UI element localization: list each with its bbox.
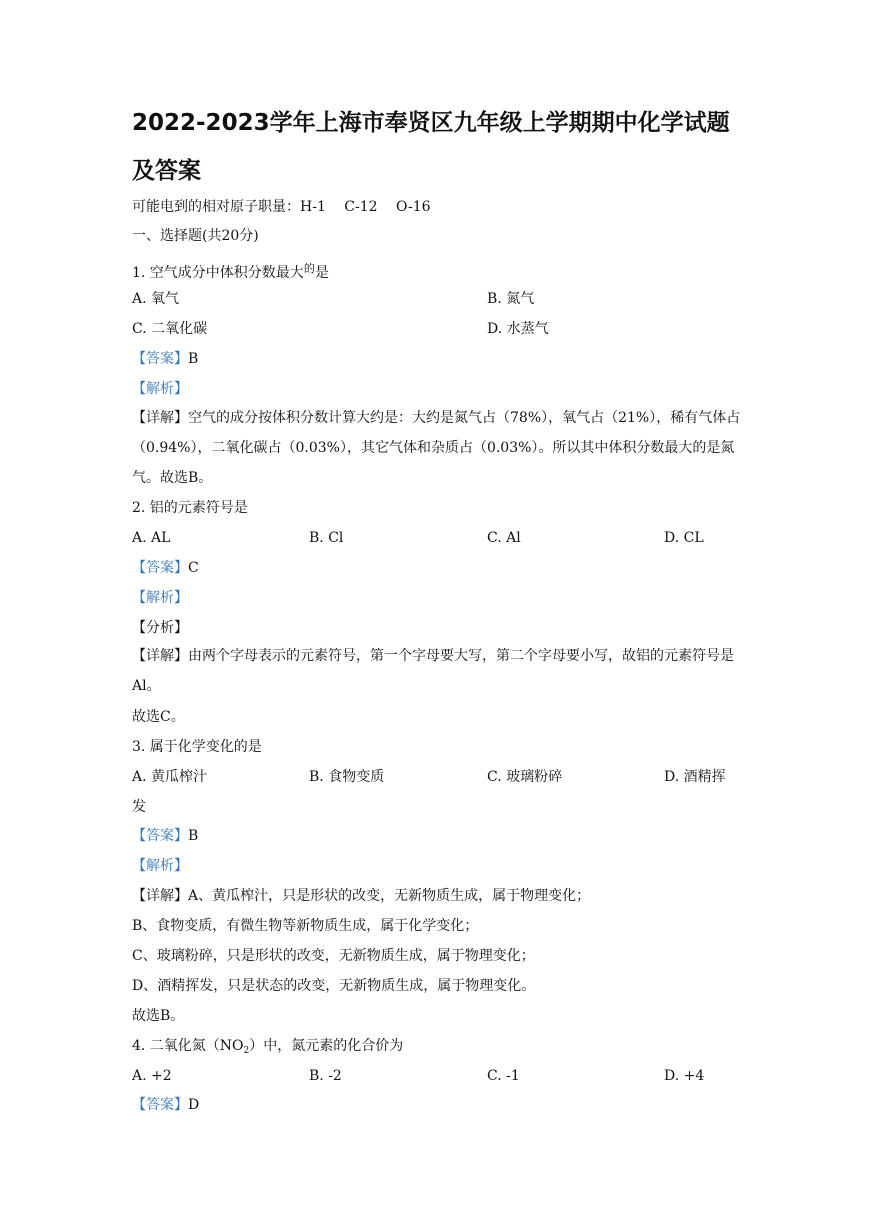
question-4-stem (132, 1036, 403, 1061)
question-3-detail-line-3: C、玻璃粉碎，只是形状的改变，无新物质生成，属于物理变化； (132, 948, 535, 964)
question-2-option-c: C. Al (487, 530, 521, 546)
question-4-answer (132, 1095, 199, 1115)
question-3-stem: 3. 属于化学变化的是 (132, 739, 262, 755)
question-4-stem-text: 4. 二氧化氮（NO (132, 1038, 244, 1054)
question-2-option-d: D. CL (664, 530, 704, 546)
question-3-conclusion: 故选B。 (132, 1008, 185, 1024)
question-2-option-b: B. Cl (309, 530, 344, 546)
question-4-option-b: B. -2 (309, 1068, 342, 1084)
document-title: 2022-2023学年上海市奉贤区九年级上学期期中化学试题及答案 (132, 110, 730, 184)
question-4-stem-end: ）中，氮元素的化合价为 (249, 1038, 404, 1054)
question-3-option-a: A. 黄瓜榨汁 (132, 769, 208, 785)
question-3-answer (132, 826, 198, 846)
detail-text: 空气的成分按体积分数计算大约是：大约是氮气占（78%），氧气占（21%），稀有气体占（0.94%），二氧化碳占（0.03%），其它气体和杂质占（0.03%）。所以其中体积分数最大的是氮气。故选B。 (132, 410, 741, 486)
question-3-option-d-wrap: 发 (132, 799, 146, 815)
question-3-detail-line-2: B、食物变质，有微生物等新物质生成，属于化学变化； (132, 918, 479, 934)
question-4-option-d: D. +4 (664, 1068, 705, 1084)
question-2-detail (132, 641, 742, 701)
answer-value: B (188, 828, 199, 844)
question-1-option-d: D. 水蒸气 (487, 321, 549, 337)
answer-value: B (188, 351, 199, 367)
question-1-stem-raised: 的 (303, 262, 315, 275)
question-1-option-c: C. 二氧化碳 (132, 321, 208, 337)
question-1-stem (132, 259, 329, 283)
question-1-option-b: B. 氮气 (487, 291, 535, 307)
question-3-detail-line-4: D、酒精挥发，只是状态的改变，无新物质生成，属于物理变化。 (132, 978, 536, 994)
detail-text: 由两个字母表示的元素符号，第一个字母要大写，第二个字母要小写，故铝的元素符号是Al。 (132, 648, 734, 694)
section-heading: 一、选择题(共20分) (132, 228, 259, 244)
question-4-option-c: C. -1 (487, 1068, 520, 1084)
question-2-answer (132, 558, 199, 578)
question-2-fenxi-label: 【分析】 (132, 620, 188, 636)
answer-label: 【答案】 (132, 560, 188, 576)
atomic-mass-note: 可能电到的相对原子职量：H-1 C-12 O-16 (132, 199, 431, 215)
question-4-option-a: A. +2 (132, 1068, 172, 1084)
question-2-analysis-label: 【解析】 (132, 590, 188, 606)
question-3-option-b: B. 食物变质 (309, 769, 385, 785)
answer-label: 【答案】 (132, 351, 188, 367)
detail-text: A、黄瓜榨汁，只是形状的改变，无新物质生成，属于物理变化； (188, 888, 591, 904)
question-3-analysis-label: 【解析】 (132, 858, 188, 874)
question-1-option-a: A. 氧气 (132, 291, 180, 307)
question-1-stem-end: 是 (314, 265, 329, 281)
answer-label: 【答案】 (132, 1097, 188, 1113)
question-3-option-c: C. 玻璃粉碎 (487, 769, 563, 785)
question-3-detail-line-1 (132, 886, 590, 906)
question-2-stem: 2. 铝的元素符号是 (132, 500, 248, 516)
detail-label: 【详解】 (132, 410, 188, 426)
question-4-subscript: 2 (243, 1046, 250, 1056)
question-1-detail (132, 403, 742, 493)
question-3-option-d: D. 酒精挥 (664, 769, 726, 785)
detail-label: 【详解】 (132, 888, 188, 904)
answer-value: C (188, 560, 199, 576)
answer-value: D (188, 1097, 200, 1113)
question-1-analysis-label: 【解析】 (132, 381, 188, 397)
question-1-answer (132, 349, 198, 369)
detail-label: 【详解】 (132, 648, 188, 664)
question-2-conclusion: 故选C。 (132, 709, 185, 725)
question-1-stem-text: 1. 空气成分中体积分数最大 (132, 265, 304, 281)
question-2-option-a: A. AL (132, 530, 171, 546)
answer-label: 【答案】 (132, 828, 188, 844)
